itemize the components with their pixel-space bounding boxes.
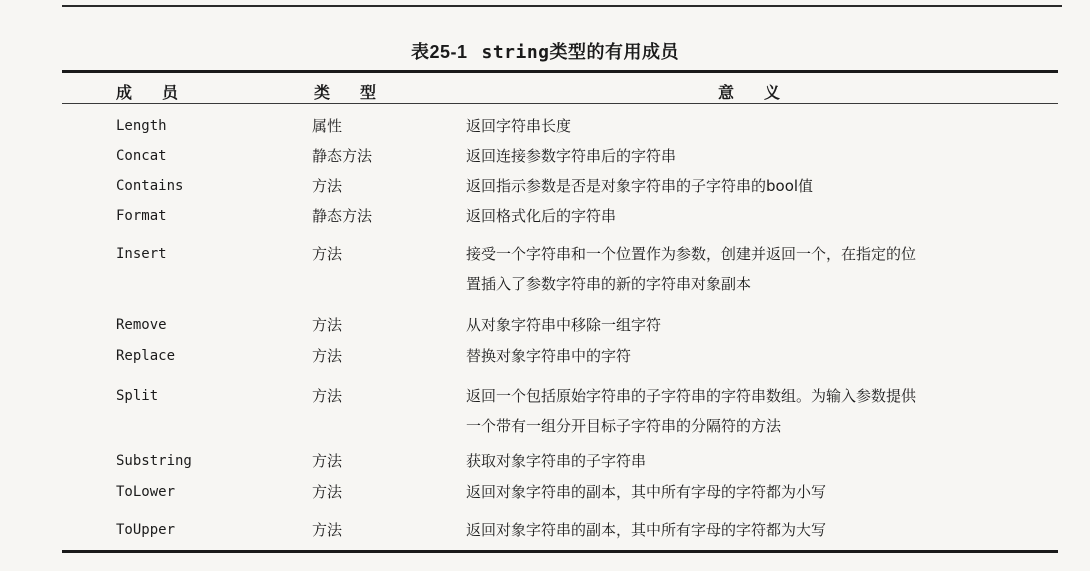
meaning-line: 获取对象字符串的子字符串 xyxy=(466,452,647,470)
meaning-line: 返回格式化后的字符串 xyxy=(466,207,617,225)
member-meaning xyxy=(466,341,1056,371)
caption-code-term: string xyxy=(481,42,550,63)
table-bottom-rule xyxy=(62,550,1058,553)
meaning-line: 返回对象字符串的副本，其中所有字母的字符都为大写 xyxy=(466,521,827,539)
member-meaning xyxy=(466,201,1056,231)
member-type: 方法 xyxy=(312,316,343,334)
member-meaning xyxy=(466,141,1056,171)
member-name: Remove xyxy=(116,317,167,333)
meaning-line: 置插入了参数字符串的新的字符串对象副本 xyxy=(466,275,752,293)
member-type: 方法 xyxy=(312,387,343,405)
member-type: 方法 xyxy=(312,245,343,263)
header-bottom-rule xyxy=(62,103,1058,104)
table-number: 表25-1 xyxy=(410,42,468,62)
caption-text: 类型的有用成员 xyxy=(549,42,680,63)
meaning-line: 从对象字符串中移除一组字符 xyxy=(466,316,662,334)
member-meaning xyxy=(466,446,1056,476)
member-type: 方法 xyxy=(312,483,343,501)
meaning-line: 返回字符串长度 xyxy=(466,117,572,135)
member-type: 方法 xyxy=(312,521,343,539)
member-name: Length xyxy=(116,118,167,134)
table-caption xyxy=(0,38,1090,64)
member-name: Split xyxy=(116,388,159,404)
header-meaning: 意 义 xyxy=(718,83,783,102)
meaning-line: 替换对象字符串中的字符 xyxy=(466,347,632,365)
member-meaning xyxy=(466,310,1056,340)
meaning-line: 返回对象字符串的副本，其中所有字母的字符都为小写 xyxy=(466,483,827,501)
member-type: 静态方法 xyxy=(312,147,373,165)
table-top-rule xyxy=(62,70,1058,73)
header-type: 类 型 xyxy=(314,83,379,102)
meaning-line: 接受一个字符串和一个位置作为参数，创建并返回一个，在指定的位 xyxy=(466,245,917,263)
member-name: Substring xyxy=(116,453,192,469)
member-meaning xyxy=(466,171,1056,201)
member-meaning xyxy=(466,381,1056,441)
member-name: ToUpper xyxy=(116,522,176,538)
member-name: Concat xyxy=(116,148,167,164)
member-name: Contains xyxy=(116,178,184,194)
member-meaning xyxy=(466,477,1056,507)
header-member: 成 员 xyxy=(116,83,181,102)
meaning-line: 返回连接参数字符串后的字符串 xyxy=(466,147,677,165)
meaning-line: 返回一个包括原始字符串的子字符串的字符串数组。为输入参数提供 xyxy=(466,387,917,405)
member-name: Format xyxy=(116,208,167,224)
page-top-rule xyxy=(62,5,1062,7)
member-type: 方法 xyxy=(312,347,343,365)
member-type: 方法 xyxy=(312,177,343,195)
member-meaning xyxy=(466,515,1056,545)
member-type: 属性 xyxy=(312,117,343,135)
meaning-line: 返回指示参数是否是对象字符串的子字符串的bool值 xyxy=(466,177,814,195)
member-type: 静态方法 xyxy=(312,207,373,225)
member-name: Insert xyxy=(116,246,167,262)
member-name: Replace xyxy=(116,348,176,364)
member-meaning xyxy=(466,111,1056,141)
member-meaning xyxy=(466,239,1056,299)
meaning-line: 一个带有一组分开目标子字符串的分隔符的方法 xyxy=(466,417,782,435)
member-name: ToLower xyxy=(116,484,176,500)
member-type: 方法 xyxy=(312,452,343,470)
